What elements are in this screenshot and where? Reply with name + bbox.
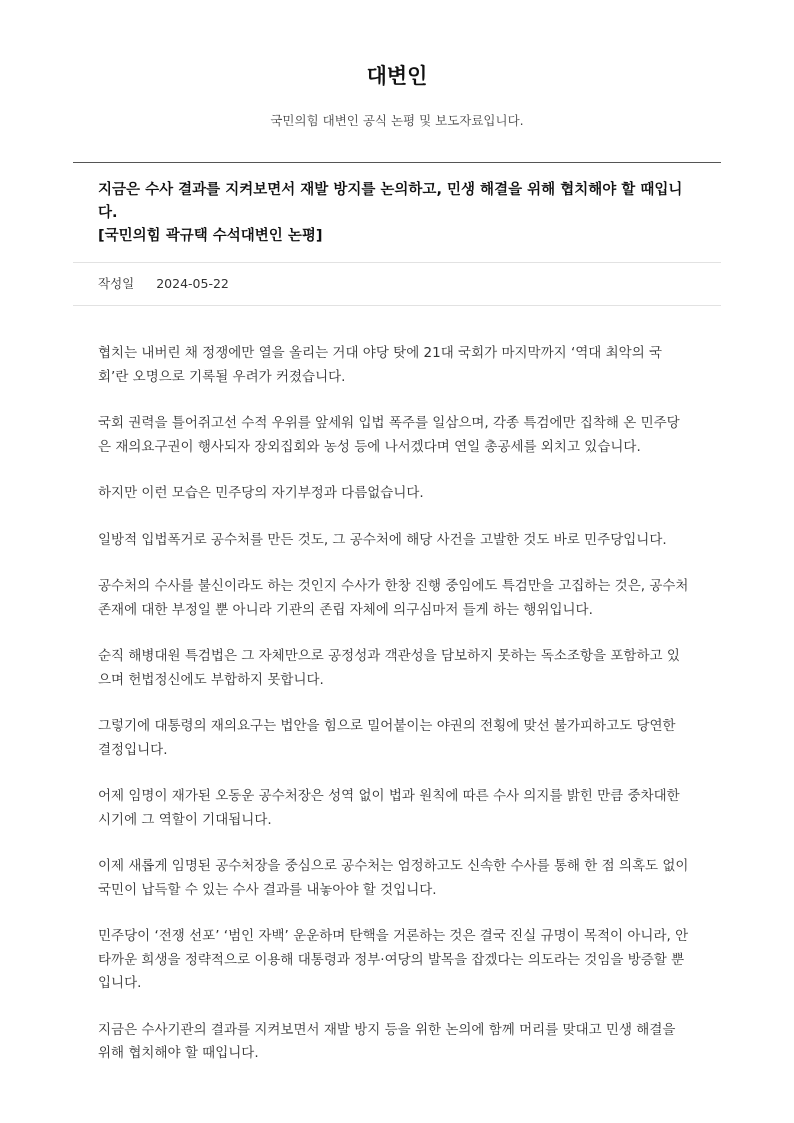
date-label: 작성일 [98, 276, 135, 291]
body-paragraph: 민주당이 ‘전쟁 선포’ ‘범인 자백’ 운운하며 탄핵을 거론하는 것은 결국 진실 규명이 목적이 아니라, 안타까운 희생을 정략적으로 이용해 대통령과 정부·여당의 발목을 잡겠다는 의도라는 것임을 방증할 뿐입니다. [98, 928, 689, 991]
article-body [73, 306, 721, 1066]
article-title-byline: [국민의힘 곽규택 수석대변인 논평] [98, 228, 323, 244]
site-title: 대변인 [366, 64, 428, 88]
site-subtitle: 국민의힘 대변인 공식 논평 및 보도자료입니다. [270, 113, 524, 128]
article-container [73, 162, 721, 1089]
body-paragraph: 국회 권력을 틀어쥐고선 수적 우위를 앞세워 입법 폭주를 일삼으며, 각종 특검에만 집착해 온 민주당은 재의요구권이 행사되자 장외집회와 농성 등에 나서겠다며 연일 총공세를 외치고 있습니다. [98, 415, 680, 455]
body-paragraph: 협치는 내버린 채 정쟁에만 열을 올리는 거대 야당 탓에 21대 국회가 마지막까지 ‘역대 최악의 국회’란 오명으로 기록될 우려가 커졌습니다. [98, 345, 663, 385]
date-value: 2024-05-22 [156, 276, 229, 291]
body-paragraph: 순직 해병대원 특검법은 그 자체만으로 공정성과 객관성을 담보하지 못하는 독소조항을 포함하고 있으며 헌법정신에도 부합하지 못합니다. [98, 648, 680, 688]
article-title-main: 지금은 수사 결과를 지켜보면서 재발 방지를 논의하고, 민생 해결을 위해 협치해야 할 때입니다. [98, 182, 683, 221]
body-paragraph: 이제 새롭게 임명된 공수처장을 중심으로 공수처는 엄정하고도 신속한 수사를 통해 한 점 의혹도 없이 국민이 납득할 수 있는 수사 결과를 내놓아야 할 것입니다. [98, 858, 689, 898]
article-title [73, 163, 721, 262]
site-header [0, 0, 794, 130]
body-paragraph: 그렇기에 대통령의 재의요구는 법안을 힘으로 밀어붙이는 야권의 전횡에 맞선 불가피하고도 당연한 결정입니다. [98, 718, 676, 758]
body-paragraph: 하지만 이런 모습은 민주당의 자기부정과 다름없습니다. [98, 485, 424, 501]
body-paragraph: 공수처의 수사를 불신이라도 하는 것인지 수사가 한창 진행 중임에도 특검만을 고집하는 것은, 공수처 존재에 대한 부정일 뿐 아니라 기관의 존립 자체에 의구심마저 들게 하는 행위입니다. [98, 578, 689, 618]
article-meta [73, 263, 721, 305]
body-paragraph: 지금은 수사기관의 결과를 지켜보면서 재발 방지 등을 위한 논의에 함께 머리를 맞대고 민생 해결을 위해 협치해야 할 때입니다. [98, 1021, 676, 1061]
body-paragraph: 어제 임명이 재가된 오동운 공수처장은 성역 없이 법과 원칙에 따른 수사 의지를 밝힌 만큼 중차대한 시기에 그 역할이 기대됩니다. [98, 788, 680, 828]
body-paragraph: 일방적 입법폭거로 공수처를 만든 것도, 그 공수처에 해당 사건을 고발한 것도 바로 민주당입니다. [98, 531, 667, 548]
